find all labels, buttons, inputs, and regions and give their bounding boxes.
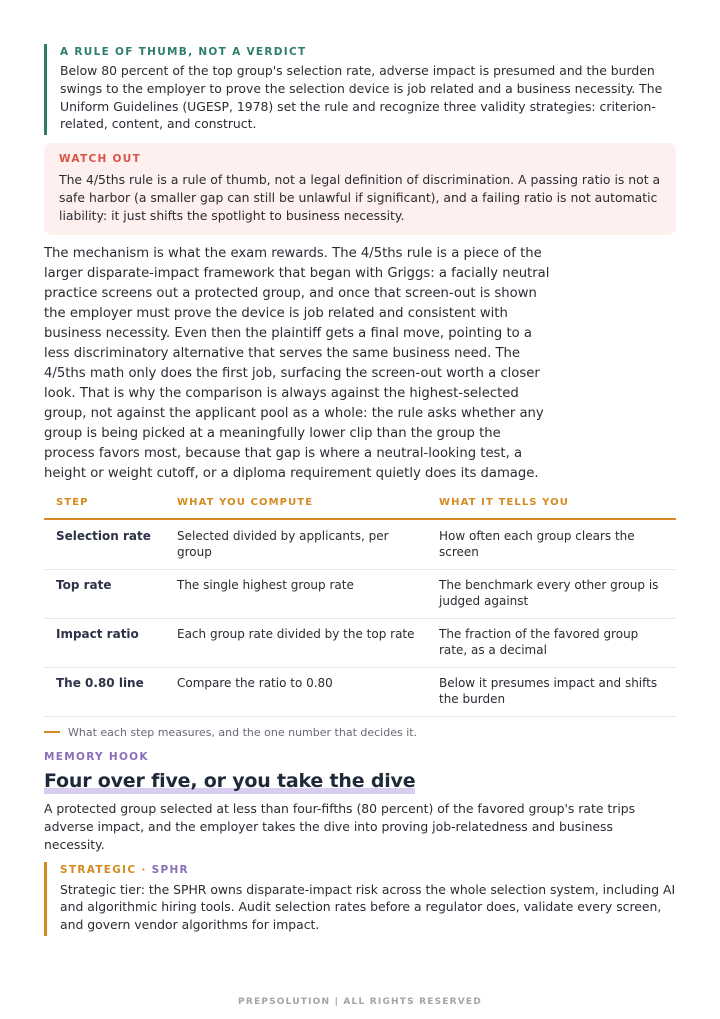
memory-hook-kicker: MEMORY HOOK <box>44 750 149 763</box>
table-cell-step: The 0.80 line <box>44 667 165 716</box>
table-cell-tells: The fraction of the favored group rate, as a decimal <box>427 618 676 667</box>
table-cell-compute: Compare the ratio to 0.80 <box>165 667 427 716</box>
strategic-kicker-separator: · <box>136 863 152 876</box>
table-caption-text: What each step measures, and the one number that decides it. <box>68 725 418 739</box>
memory-hook-title: Four over five, or you take the dive <box>44 769 416 792</box>
watch-out-text: The 4/5ths rule is a rule of thumb, not a legal definition of discrimination. A passing ratio is not a safe harbor (a smaller gap can still be unlawful if significant), and a failing ratio is not automatic liability: it just shifts the spotlight to business necessity. <box>59 172 661 223</box>
caption-dash-icon <box>44 731 60 733</box>
table-row <box>44 618 676 667</box>
watch-out-kicker: WATCH OUT <box>59 153 142 166</box>
header-compute: WHAT YOU COMPUTE <box>165 494 427 519</box>
rule-of-thumb-callout <box>44 44 676 135</box>
steps-table <box>44 494 676 717</box>
table-cell-step: Selection rate <box>44 519 165 570</box>
table-row <box>44 519 676 570</box>
table-cell-compute: Selected divided by applicants, per group <box>165 519 427 570</box>
watch-out-callout <box>44 143 676 234</box>
header-step: STEP <box>44 494 165 519</box>
strategic-text: Strategic tier: the SPHR owns disparate-impact risk across the whole selection system, including AI and algorithmic hiring tools. Audit selection rates before a regulator does, validate every screen, and govern vendor algorithms for impact. <box>60 881 676 933</box>
rule-callout-text: Below 80 percent of the top group's selection rate, adverse impact is presumed and the burden swings to the employer to prove the selection device is job related and a business necessity. The Uniform Guidelines (UGESP, 1978) set the rule and recognize three validity strategies: criterion-related, content, and construct. <box>60 63 663 132</box>
table-cell-step: Impact ratio <box>44 618 165 667</box>
table-cell-tells: The benchmark every other group is judged against <box>427 569 676 618</box>
strategic-callout <box>44 862 676 936</box>
header-tells: WHAT IT TELLS YOU <box>427 494 676 519</box>
page-content <box>44 44 676 936</box>
memory-hook-text: A protected group selected at less than four-fifths (80 percent) of the favored group's rate trips adverse impact, and the employer takes the dive into proving job-relatedness and business necessity. <box>44 800 636 852</box>
table-caption <box>44 726 676 739</box>
strategic-kicker-main: STRATEGIC <box>60 863 137 876</box>
table-cell-step: Top rate <box>44 569 165 618</box>
body-paragraph: The mechanism is what the exam rewards. The 4/5ths rule is a piece of the larger disparate-impact framework that began with Griggs: a facially neutral practice screens out a protected group, and once that screen-out is shown the employer must prove the device is job related and consistent with business necessity. Even then the plaintiff gets a final move, pointing to a less discriminatory alternative that serves the same business need. The 4/5ths math only does the first job, surfacing the screen-out worth a closer look. That is why the comparison is always against the highest-selected group, not against the applicant pool as a whole: the rule asks whether any group is being picked at a meaningfully lower clip than the group the process favors most, because that gap is where a neutral-looking test, a height or weight cutoff, or a diploma requirement quietly does its damage. <box>44 245 550 481</box>
table-row <box>44 667 676 716</box>
table-cell-tells: Below it presumes impact and shifts the burden <box>427 667 676 716</box>
memory-hook-section <box>44 750 676 854</box>
table-cell-compute: The single highest group rate <box>165 569 427 618</box>
table-cell-compute: Each group rate divided by the top rate <box>165 618 427 667</box>
strategic-kicker-tier: SPHR <box>151 863 189 876</box>
page-footer: PREPSOLUTION | ALL RIGHTS RESERVED <box>238 997 482 1007</box>
rule-callout-kicker: A RULE OF THUMB, NOT A VERDICT <box>60 46 307 58</box>
strategic-kicker <box>60 863 676 877</box>
table-row <box>44 569 676 618</box>
table-header-row <box>44 494 676 519</box>
table-cell-tells: How often each group clears the screen <box>427 519 676 570</box>
